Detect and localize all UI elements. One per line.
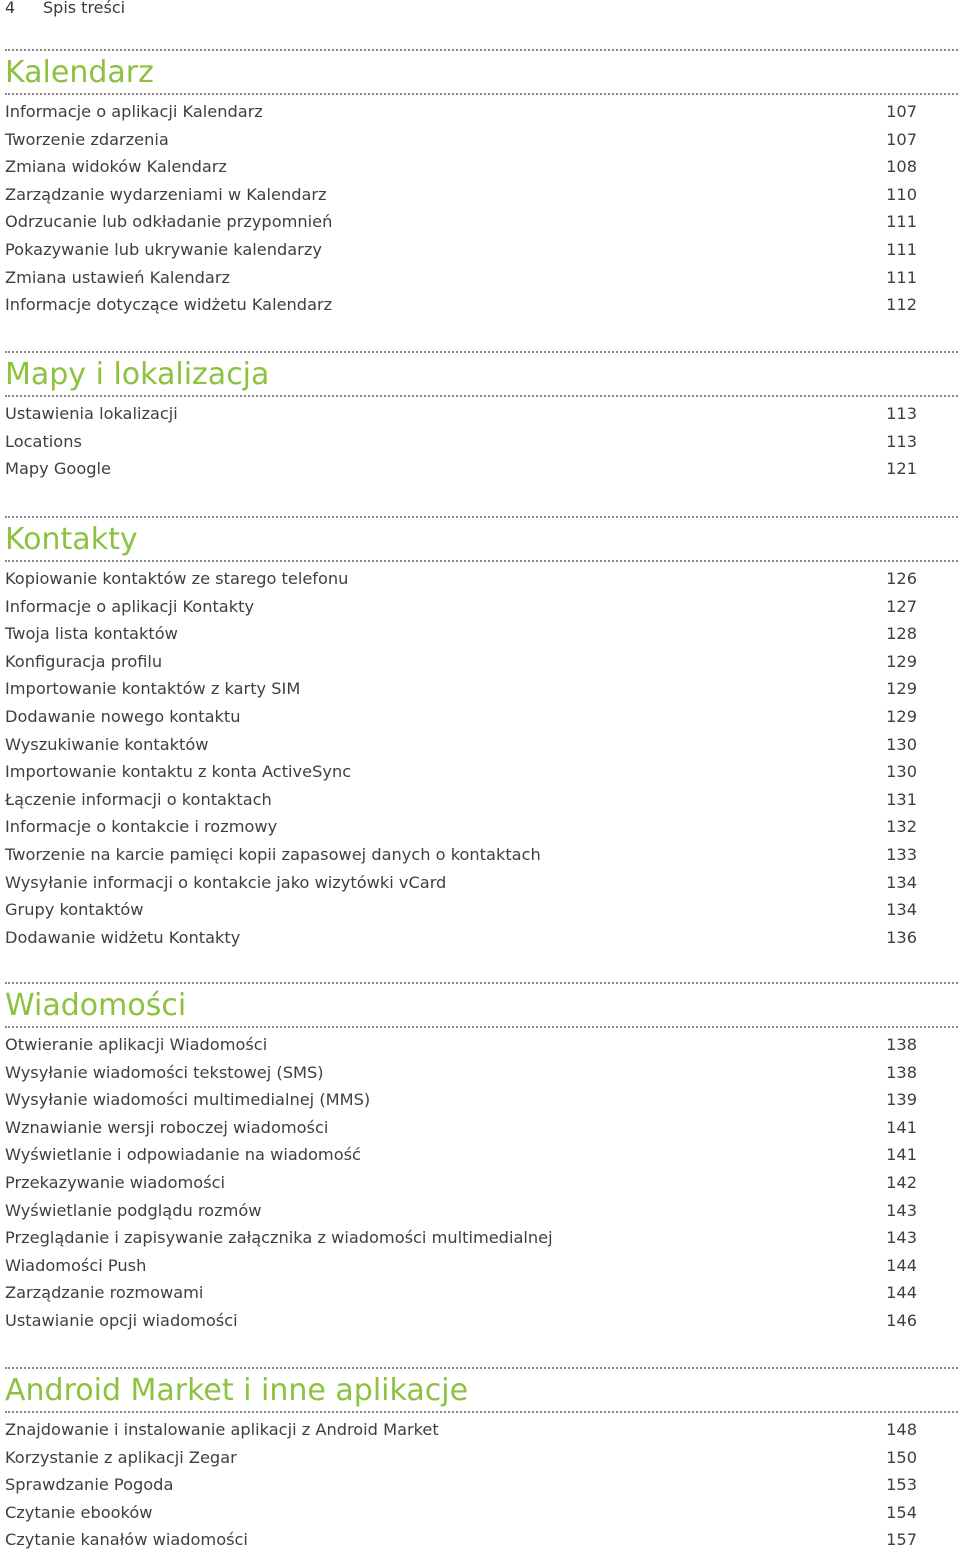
toc-entry-title: Pokazywanie lub ukrywanie kalendarzy (5, 239, 322, 259)
section-divider (5, 982, 958, 984)
toc-entry-title: Odrzucanie lub odkładanie przypomnień (5, 212, 333, 232)
toc-entry-title: Locations (5, 431, 82, 451)
toc-entry[interactable] (5, 264, 958, 292)
toc-entry-page: 107 (886, 129, 917, 149)
toc-entry[interactable] (5, 565, 958, 593)
toc-entry-page: 153 (886, 1475, 917, 1495)
section-divider (5, 1367, 958, 1369)
toc-entry-title: Mapy Google (5, 459, 111, 479)
toc-section (5, 1367, 958, 1554)
toc-entry-page: 134 (886, 900, 917, 920)
toc-entry-title: Zarządzanie rozmowami (5, 1283, 204, 1303)
toc-entry[interactable] (5, 924, 958, 952)
toc-entry-page: 154 (886, 1502, 917, 1522)
page-header (5, 0, 125, 16)
toc-entry-page: 112 (886, 295, 917, 315)
toc-entry[interactable] (5, 869, 958, 897)
toc-entry[interactable] (5, 1444, 958, 1472)
toc-entry-page: 127 (886, 596, 917, 616)
toc-entry-title: Otwieranie aplikacji Wiadomości (5, 1035, 268, 1054)
toc-entry[interactable] (5, 153, 958, 181)
toc-entry-page: 129 (886, 651, 917, 671)
toc-entry[interactable] (5, 620, 958, 648)
toc-entry-title: Grupy kontaktów (5, 900, 144, 920)
toc-entry[interactable] (5, 1059, 958, 1087)
toc-entry[interactable] (5, 731, 958, 759)
toc-entry[interactable] (5, 758, 958, 786)
toc-entry-title: Dodawanie nowego kontaktu (5, 706, 241, 726)
toc-entry[interactable] (5, 181, 958, 209)
toc-entry[interactable] (5, 813, 958, 841)
toc-entry-page: 110 (886, 184, 917, 204)
toc-entry-title: Wysyłanie wiadomości tekstowej (SMS) (5, 1062, 324, 1082)
section-title: Kalendarz (5, 55, 154, 90)
toc-entry-page: 111 (886, 239, 917, 259)
section-title-divider (5, 93, 958, 95)
toc-entry-title: Przeglądanie i zapisywanie załącznika z wiadomości multimedialnej (5, 1228, 553, 1248)
toc-entry-page: 131 (886, 789, 917, 809)
toc-entry-page: 134 (886, 872, 917, 892)
toc-entry[interactable] (5, 1169, 958, 1197)
toc-entry-page: 157 (886, 1530, 917, 1550)
toc-entry-page: 126 (886, 569, 917, 588)
section-divider (5, 351, 958, 353)
toc-entry-page: 141 (886, 1117, 917, 1137)
toc-entry[interactable] (5, 236, 958, 264)
toc-entry-title: Przekazywanie wiadomości (5, 1172, 226, 1192)
toc-entry[interactable] (5, 841, 958, 869)
toc-entry[interactable] (5, 208, 958, 236)
toc-entry-page: 108 (886, 157, 917, 177)
toc-entry-page: 138 (886, 1035, 917, 1054)
toc-entry-title: Importowanie kontaktu z konta ActiveSync (5, 762, 352, 782)
toc-entry-page: 133 (886, 844, 917, 864)
toc-entry-title: Wiadomości Push (5, 1255, 147, 1275)
toc-section (5, 351, 958, 483)
toc-section (5, 516, 958, 951)
page-number: 4 (5, 0, 16, 17)
toc-entry-title: Kopiowanie kontaktów ze starego telefonu (5, 569, 349, 588)
toc-entry-page: 129 (886, 679, 917, 699)
toc-entry-title: Dodawanie widżetu Kontakty (5, 927, 241, 947)
toc-entry-page: 121 (886, 459, 917, 479)
section-title: Kontakty (5, 522, 138, 557)
toc-entry-page: 113 (886, 431, 917, 451)
toc-entry-title: Ustawianie opcji wiadomości (5, 1310, 238, 1330)
toc-section (5, 982, 958, 1335)
toc-entry-title: Wyszukiwanie kontaktów (5, 734, 209, 754)
toc-entry-title: Zmiana ustawień Kalendarz (5, 267, 230, 287)
section-title: Mapy i lokalizacja (5, 357, 270, 392)
toc-entry-title: Znajdowanie i instalowanie aplikacji z Android Market (5, 1420, 439, 1439)
toc-entry[interactable] (5, 896, 958, 924)
toc-entry-page: 132 (886, 817, 917, 837)
section-title: Wiadomości (5, 988, 187, 1023)
toc-entry-page: 142 (886, 1172, 917, 1192)
toc-entry[interactable] (5, 1416, 958, 1444)
toc-entry-page: 113 (886, 404, 917, 423)
toc-entry[interactable] (5, 1252, 958, 1280)
toc-entry-title: Ustawienia lokalizacji (5, 404, 178, 423)
toc-entry[interactable] (5, 1526, 958, 1554)
section-divider (5, 516, 958, 518)
toc-entry[interactable] (5, 291, 958, 319)
toc-entry-page: 143 (886, 1228, 917, 1248)
toc-entry[interactable] (5, 1471, 958, 1499)
toc-entry-page: 128 (886, 624, 917, 644)
toc-entry-page: 143 (886, 1200, 917, 1220)
toc-entry-page: 148 (886, 1420, 917, 1439)
section-divider (5, 49, 958, 51)
toc-entry-title: Twoja lista kontaktów (5, 624, 178, 644)
toc-entry[interactable] (5, 675, 958, 703)
toc-entry-page: 111 (886, 212, 917, 232)
toc-entry-title: Wysyłanie informacji o kontakcie jako wizytówki vCard (5, 872, 447, 892)
toc-entry-page: 150 (886, 1447, 917, 1467)
toc-entry-title: Wyświetlanie i odpowiadanie na wiadomość (5, 1145, 361, 1165)
toc-entry[interactable] (5, 1141, 958, 1169)
toc-entry-page: 138 (886, 1062, 917, 1082)
toc-entry[interactable] (5, 455, 958, 483)
toc-entry-page: 129 (886, 706, 917, 726)
toc-entry-title: Informacje o kontakcie i rozmowy (5, 817, 278, 837)
toc-entry[interactable] (5, 593, 958, 621)
toc-entry-title: Wysyłanie wiadomości multimedialnej (MMS) (5, 1090, 371, 1110)
toc-entry[interactable] (5, 703, 958, 731)
toc-entry[interactable] (5, 98, 958, 126)
toc-entry-title: Wznawianie wersji roboczej wiadomości (5, 1117, 329, 1137)
toc-entry[interactable] (5, 400, 958, 428)
toc-entry-page: 130 (886, 734, 917, 754)
toc-entry-page: 141 (886, 1145, 917, 1165)
toc-entry[interactable] (5, 1031, 958, 1059)
toc-entry[interactable] (5, 648, 958, 676)
header-title: Spis treści (43, 0, 126, 17)
toc-entry[interactable] (5, 1197, 958, 1225)
toc-entry[interactable] (5, 1086, 958, 1114)
toc-entry-title: Informacje o aplikacji Kontakty (5, 596, 255, 616)
section-title: Android Market i inne aplikacje (5, 1373, 469, 1408)
toc-entry-title: Tworzenie na karcie pamięci kopii zapasowej danych o kontaktach (5, 844, 541, 864)
toc-entry-title: Korzystanie z aplikacji Zegar (5, 1447, 237, 1467)
toc-entry[interactable] (5, 1279, 958, 1307)
toc-entry[interactable] (5, 1499, 958, 1527)
toc-entry-title: Importowanie kontaktów z karty SIM (5, 679, 301, 699)
toc-entry-title: Czytanie ebooków (5, 1502, 153, 1522)
toc-entry-title: Wyświetlanie podglądu rozmów (5, 1200, 262, 1220)
section-title-divider (5, 560, 958, 562)
toc-entry[interactable] (5, 1224, 958, 1252)
toc-entry-page: 146 (886, 1310, 917, 1330)
toc-entry-page: 107 (886, 102, 917, 121)
toc-entry-title: Czytanie kanałów wiadomości (5, 1530, 248, 1550)
toc-entry-title: Łączenie informacji o kontaktach (5, 789, 272, 809)
toc-entry-page: 130 (886, 762, 917, 782)
toc-entry-title: Informacje dotyczące widżetu Kalendarz (5, 295, 333, 315)
toc-entry-title: Informacje o aplikacji Kalendarz (5, 102, 263, 121)
toc-entry-page: 111 (886, 267, 917, 287)
section-title-divider (5, 1026, 958, 1028)
section-title-divider (5, 1411, 958, 1413)
toc-entry-page: 144 (886, 1283, 917, 1303)
toc-entry[interactable] (5, 1307, 958, 1335)
toc-entry[interactable] (5, 1114, 958, 1142)
toc-entry[interactable] (5, 126, 958, 154)
toc-entry-title: Sprawdzanie Pogoda (5, 1475, 174, 1495)
toc-entry-page: 139 (886, 1090, 917, 1110)
toc-entry-title: Konfiguracja profilu (5, 651, 163, 671)
toc-entry-title: Tworzenie zdarzenia (5, 129, 169, 149)
section-title-divider (5, 395, 958, 397)
toc-entry-title: Zmiana widoków Kalendarz (5, 157, 227, 177)
toc-entry[interactable] (5, 428, 958, 456)
toc-entry-title: Zarządzanie wydarzeniami w Kalendarz (5, 184, 327, 204)
toc-entry-page: 144 (886, 1255, 917, 1275)
toc-entry[interactable] (5, 786, 958, 814)
toc-entry-page: 136 (886, 927, 917, 947)
toc-section (5, 49, 958, 319)
